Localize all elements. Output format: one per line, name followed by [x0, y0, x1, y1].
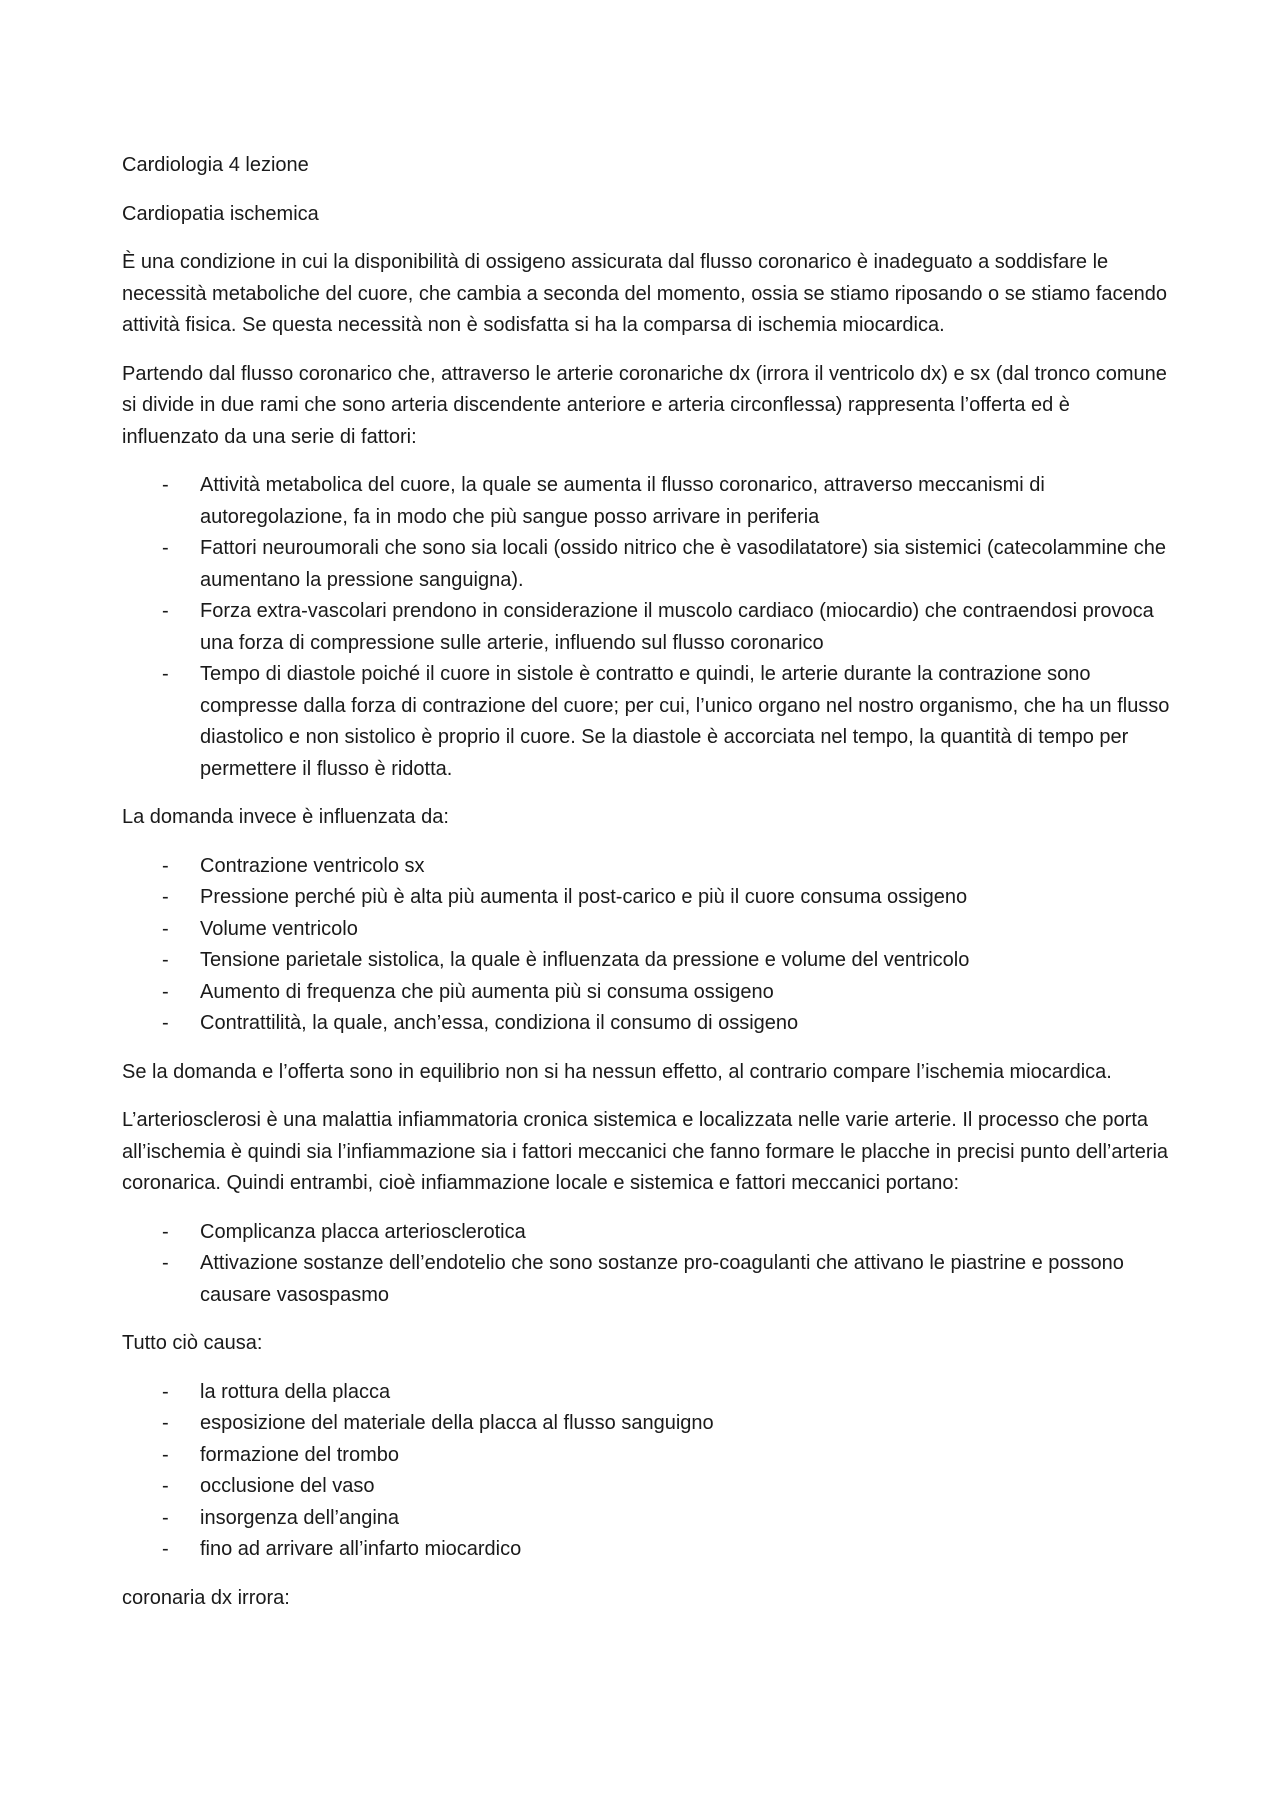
list-item: [122, 1503, 1172, 1535]
list-item-text: formazione del trombo: [200, 1443, 399, 1466]
list-item-text: Tensione parietale sistolica, la quale è influenzata da pressione e volume del ventricolo: [200, 949, 970, 971]
document-subtitle: Cardiopatia ischemica: [122, 202, 319, 225]
meccanici-list: [122, 1217, 1172, 1312]
list-item: [122, 882, 1172, 914]
list-dash: -: [162, 1220, 169, 1243]
list-item-text: Volume ventricolo: [200, 917, 358, 940]
list-dash: -: [162, 1506, 169, 1529]
list-item-text: Contrazione ventricolo sx: [200, 854, 425, 877]
list-dash: -: [162, 854, 169, 877]
list-item: [122, 596, 1172, 659]
list-item-text: Pressione perché più è alta più aumenta il post-carico e più il cuore consuma ossigeno: [200, 886, 968, 908]
list-item: [122, 1248, 1172, 1311]
list-dash: -: [162, 1380, 169, 1403]
list-item-text: Fattori neuroumorali che sono sia locali (ossido nitrico che è vasodilatatore) sia sistemici (catecolammine che aumentano la pressione sanguigna).: [200, 537, 1166, 591]
list-dash: -: [162, 474, 169, 496]
causa-intro-paragraph: Tutto ciò causa:: [122, 1332, 263, 1354]
list-dash: -: [162, 917, 169, 940]
list-dash: -: [162, 980, 169, 1003]
list-item: [122, 533, 1172, 596]
list-item-text: la rottura della placca: [200, 1380, 391, 1403]
list-dash: -: [162, 537, 169, 559]
list-dash: -: [162, 1412, 169, 1434]
list-dash: -: [162, 1012, 169, 1034]
list-item: [122, 945, 1172, 977]
list-item: [122, 470, 1172, 533]
list-item: [122, 977, 1172, 1009]
domanda-intro-paragraph: La domanda invece è influenzata da:: [122, 806, 449, 828]
document-title: Cardiologia 4 lezione: [122, 154, 309, 176]
list-item: [122, 1440, 1172, 1472]
list-item-text: occlusione del vaso: [200, 1475, 375, 1497]
offerta-intro-paragraph: Partendo dal flusso coronarico che, attraverso le arterie coronariche dx (irrora il ventricolo dx) e sx (dal tronco comune si divide in due rami che sono arteria discendente anteriore e arteria circonflessa) rappresenta l’offerta ed è influenzato da una serie di fattori:: [122, 362, 1167, 448]
list-item-text: esposizione del materiale della placca al flusso sanguigno: [200, 1412, 714, 1434]
causa-list: [122, 1377, 1172, 1566]
list-item-text: Aumento di frequenza che più aumenta più si consuma ossigeno: [200, 980, 774, 1003]
list-item-text: Complicanza placca arteriosclerotica: [200, 1220, 526, 1243]
list-dash: -: [162, 949, 169, 971]
list-item: [122, 851, 1172, 883]
list-item: [122, 1534, 1172, 1566]
coronaria-dx-paragraph: coronaria dx irrora:: [122, 1586, 290, 1609]
list-dash: -: [162, 663, 169, 685]
list-item: [122, 1217, 1172, 1249]
list-item: [122, 1008, 1172, 1040]
list-item: [122, 914, 1172, 946]
list-item-text: Attivazione sostanze dell’endotelio che sono sostanze pro-coagulanti che attivano le piastrine e possono causare vasospasmo: [200, 1252, 1124, 1306]
list-item-text: fino ad arrivare all’infarto miocardico: [200, 1538, 522, 1560]
list-dash: -: [162, 1538, 169, 1560]
offerta-list: [122, 470, 1172, 785]
list-item-text: insorgenza dell’angina: [200, 1506, 400, 1529]
arteriosclerosi-paragraph: L’arteriosclerosi è una malattia infiammatoria cronica sistemica e localizzata nelle varie arterie. Il processo che porta all’ischemia è quindi sia l’infiammazione sia i fattori meccanici che fanno formare le placche in precisi punto dell’arteria coronarica. Quindi entrambi, cioè infiammazione locale e sistemica e fattori meccanici portano:: [122, 1109, 1169, 1194]
list-item: [122, 659, 1172, 785]
document-page: [122, 150, 1172, 1631]
intro-paragraph: È una condizione in cui la disponibilità di ossigeno assicurata dal flusso coronarico è inadeguato a soddisfare le necessità metaboliche del cuore, che cambia a seconda del momento, ossia se stiamo riposando o se stiamo facendo attività fisica. Se questa necessità non è sodisfatta si ha la comparsa di ischemia miocardica.: [122, 251, 1168, 336]
list-item-text: Tempo di diastole poiché il cuore in sistole è contratto e quindi, le arterie durante la contrazione sono compresse dalla forza di contrazione del cuore; per cui, l’unico organo nel nostro organismo, che ha un flusso diastolico e non sistolico è proprio il cuore. Se la diastole è accorciata nel tempo, la quantità di tempo per permettere il flusso è ridotta.: [200, 663, 1170, 780]
domanda-list: [122, 851, 1172, 1040]
equilibrio-paragraph: Se la domanda e l’offerta sono in equilibrio non si ha nessun effetto, al contrario compare l’ischemia miocardica.: [122, 1060, 1112, 1083]
list-item-text: Contrattilità, la quale, anch’essa, condiziona il consumo di ossigeno: [200, 1012, 799, 1034]
list-item: [122, 1471, 1172, 1503]
list-dash: -: [162, 1475, 169, 1497]
list-dash: -: [162, 886, 169, 908]
list-dash: -: [162, 600, 169, 622]
list-item-text: Forza extra-vascolari prendono in considerazione il muscolo cardiaco (miocardio) che contraendosi provoca una forza di compressione sulle arterie, influendo sul flusso coronarico: [200, 600, 1154, 654]
list-item: [122, 1377, 1172, 1409]
list-dash: -: [162, 1252, 169, 1274]
list-item: [122, 1408, 1172, 1440]
list-dash: -: [162, 1443, 169, 1466]
list-item-text: Attività metabolica del cuore, la quale se aumenta il flusso coronarico, attraverso meccanismi di autoregolazione, fa in modo che più sangue posso arrivare in periferia: [200, 474, 1045, 528]
